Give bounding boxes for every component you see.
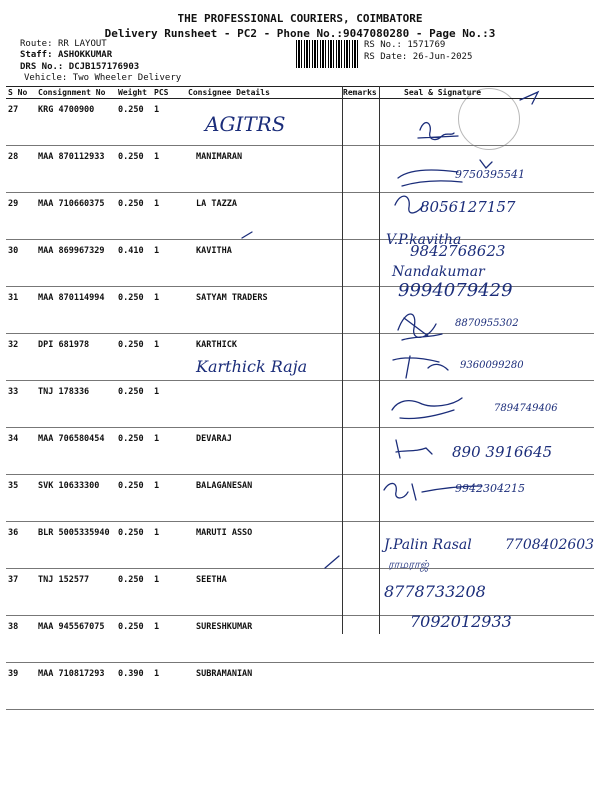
cell-pcs: 1 bbox=[152, 287, 186, 334]
rs-no-label: RS No.: bbox=[364, 40, 402, 50]
col-consignee: Consignee Details bbox=[186, 87, 341, 99]
drs-label: DRS No.: bbox=[20, 62, 64, 72]
cell-pcs: 1 bbox=[152, 522, 186, 569]
cell-consignment-no: DPI 681978 bbox=[36, 334, 116, 381]
row32-handwritten-phone: 8870955302 bbox=[455, 318, 519, 329]
vehicle-label: Vehicle: bbox=[24, 73, 68, 83]
cell-consignment-no: MAA 710817293 bbox=[36, 663, 116, 710]
cell-weight: 0.250 bbox=[116, 334, 152, 381]
cell-sno: 30 bbox=[6, 240, 36, 287]
cell-weight: 0.250 bbox=[116, 99, 152, 146]
cell-consignment-no: SVK 10633300 bbox=[36, 475, 116, 522]
vehicle-value: Two Wheeler Delivery bbox=[72, 73, 182, 83]
staff-label: Staff: bbox=[20, 50, 53, 60]
rs-date-label: RS Date: bbox=[364, 52, 408, 62]
cell-weight: 0.250 bbox=[116, 428, 152, 475]
signature-row33 bbox=[393, 356, 448, 378]
cell-consignee: LA TAZZA bbox=[186, 193, 341, 240]
cell-consignee: SATYAM TRADERS bbox=[186, 287, 341, 334]
cell-sno: 31 bbox=[6, 287, 36, 334]
cell-sno: 38 bbox=[6, 616, 36, 663]
cell-consignment-no: BLR 5005335940 bbox=[36, 522, 116, 569]
cell-weight: 0.250 bbox=[116, 475, 152, 522]
cell-weight: 0.390 bbox=[116, 663, 152, 710]
cell-consignment-no: MAA 945567075 bbox=[36, 616, 116, 663]
col-consignment: Consignment No bbox=[36, 87, 116, 99]
cell-pcs: 1 bbox=[152, 475, 186, 522]
cell-pcs: 1 bbox=[152, 193, 186, 240]
cell-pcs: 1 bbox=[152, 616, 186, 663]
cell-pcs: 1 bbox=[152, 428, 186, 475]
rs-no-value: 1571769 bbox=[407, 40, 446, 50]
cell-pcs: 1 bbox=[152, 99, 186, 146]
cell-pcs: 1 bbox=[152, 240, 186, 287]
cell-weight: 0.410 bbox=[116, 240, 152, 287]
cell-weight: 0.250 bbox=[116, 287, 152, 334]
cell-consignee: SURESHKUMAR bbox=[186, 616, 341, 663]
cell-consignment-no: TNJ 152577 bbox=[36, 569, 116, 616]
company-name: THE PROFESSIONAL COURIERS, COIMBATORE bbox=[177, 12, 423, 25]
cell-consignment-no: TNJ 178336 bbox=[36, 381, 116, 428]
row38-handwritten-phone: 7708402603 bbox=[505, 537, 595, 553]
row30-handwritten-name: V.P.kavitha bbox=[386, 232, 462, 248]
row38-handwritten-name: J.Palin Rasal bbox=[384, 537, 472, 553]
cell-sno: 36 bbox=[6, 522, 36, 569]
signature-row30 bbox=[242, 232, 252, 238]
route-label: Route: bbox=[20, 39, 53, 49]
rs-date-value: 26-Jun-2025 bbox=[412, 52, 473, 62]
row33-handwritten-phone: 9360099280 bbox=[460, 360, 524, 371]
cell-consignment-no: MAA 869967329 bbox=[36, 240, 116, 287]
runsheet-title: Delivery Runsheet - PC2 - Phone No.:9047080280 - Page No.:3 bbox=[104, 27, 496, 40]
cell-consignment-no: MAA 870114994 bbox=[36, 287, 116, 334]
row33-handwritten-consignee: Karthick Raja bbox=[196, 357, 308, 376]
cell-consignment-no: KRG 4700900 bbox=[36, 99, 116, 146]
route-value: RR LAYOUT bbox=[57, 39, 107, 49]
cell-sno: 37 bbox=[6, 569, 36, 616]
cell-sno: 34 bbox=[6, 428, 36, 475]
signature-row32 bbox=[398, 314, 442, 340]
signature-row29 bbox=[395, 160, 492, 213]
cell-weight: 0.250 bbox=[116, 381, 152, 428]
col-sno: S No bbox=[6, 87, 36, 99]
cell-consignee: DEVARAJ bbox=[186, 428, 341, 475]
cell-consignment-no: MAA 870112933 bbox=[36, 146, 116, 193]
cell-sno: 27 bbox=[6, 99, 36, 146]
cell-weight: 0.250 bbox=[116, 522, 152, 569]
row39-handwritten-phone1: 8778733208 bbox=[384, 582, 486, 601]
cell-pcs: 1 bbox=[152, 381, 186, 428]
row29-handwritten-phone2: 8056127157 bbox=[420, 198, 516, 216]
row27-handwritten-consignee: AGITRS bbox=[205, 112, 286, 136]
signature-row35 bbox=[396, 440, 432, 458]
cell-consignee: SUBRAMANIAN bbox=[186, 663, 341, 710]
cell-consignee: KARTHICK bbox=[186, 334, 341, 381]
cell-consignment-no: MAA 706580454 bbox=[36, 428, 116, 475]
mark-row38 bbox=[325, 556, 339, 568]
cell-consignee: SEETHA bbox=[186, 569, 341, 616]
cell-consignee: KAVITHA bbox=[186, 240, 341, 287]
col-pcs: PCS bbox=[152, 87, 186, 99]
row30-handwritten-phone: 9842768623 bbox=[410, 242, 506, 260]
row36-handwritten-phone: 9942304215 bbox=[455, 482, 525, 495]
row31-handwritten-phone: 9994079429 bbox=[398, 280, 513, 301]
drs-value: DCJB157176903 bbox=[68, 62, 140, 72]
row35-handwritten-phone: 890 3916645 bbox=[452, 443, 553, 461]
cell-sno: 39 bbox=[6, 663, 36, 710]
cell-weight: 0.250 bbox=[116, 146, 152, 193]
col-remarks: Remarks bbox=[341, 87, 384, 99]
row38-handwritten-other: ராமராஜ் bbox=[388, 558, 429, 571]
cell-pcs: 1 bbox=[152, 569, 186, 616]
cell-consignee: MANIMARAN bbox=[186, 146, 341, 193]
cell-pcs: 1 bbox=[152, 146, 186, 193]
cell-sno: 29 bbox=[6, 193, 36, 240]
row34-handwritten-phone: 7894749406 bbox=[494, 403, 558, 414]
cell-pcs: 1 bbox=[152, 663, 186, 710]
staff-value: ASHOKKUMAR bbox=[57, 50, 113, 60]
signature-row36 bbox=[384, 483, 482, 500]
row29-handwritten-phone: 9750395541 bbox=[455, 168, 525, 181]
cell-sno: 35 bbox=[6, 475, 36, 522]
row31-handwritten-name: Nandakumar bbox=[392, 264, 485, 280]
cell-pcs: 1 bbox=[152, 334, 186, 381]
cell-sno: 28 bbox=[6, 146, 36, 193]
cell-sno: 33 bbox=[6, 381, 36, 428]
cell-consignee: MARUTI ASSO bbox=[186, 522, 341, 569]
cell-consignment-no: MAA 710660375 bbox=[36, 193, 116, 240]
mark-topright bbox=[520, 92, 538, 104]
col-weight: Weight bbox=[116, 87, 152, 99]
row39-handwritten-phone2: 7092012933 bbox=[410, 612, 512, 631]
cell-sno: 32 bbox=[6, 334, 36, 381]
cell-weight: 0.250 bbox=[116, 616, 152, 663]
signature-row27 bbox=[418, 123, 458, 140]
cell-weight: 0.250 bbox=[116, 569, 152, 616]
signature-row34 bbox=[392, 398, 462, 419]
col-signature: Seal & Signature bbox=[384, 87, 594, 99]
cell-weight: 0.250 bbox=[116, 193, 152, 240]
cell-consignee: BALAGANESAN bbox=[186, 475, 341, 522]
